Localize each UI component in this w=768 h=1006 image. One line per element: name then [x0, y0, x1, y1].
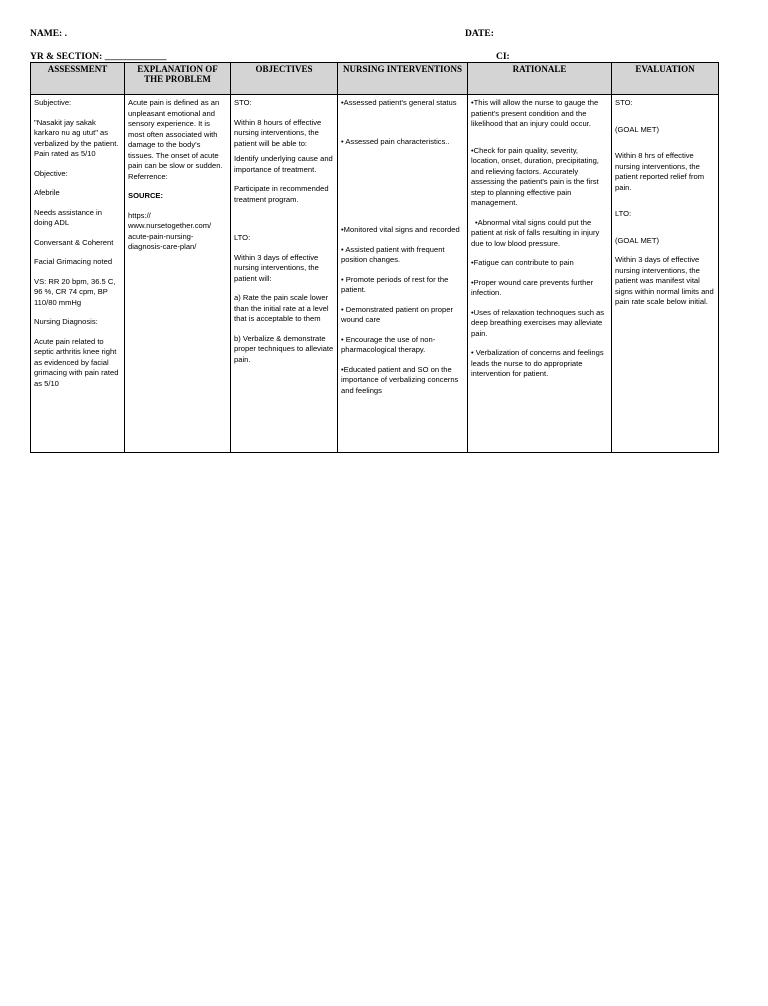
rationale-item: •Fatigue can contribute to pain [471, 258, 574, 267]
objectives-cell [231, 95, 338, 453]
intervention-item: •Monitored vital signs and recorded [341, 225, 460, 234]
objectives-sto-item: Identify underlying cause and importance of treatment. [234, 154, 333, 174]
intervention-item: • Assisted patient with frequent position changes. [341, 244, 445, 264]
intervention-item: • Promote periods of rest for the patient. [341, 274, 449, 294]
assessment-subjective-label: Subjective: [34, 98, 72, 107]
evaluation-sto-text: Within 8 hrs of effective nursing interventions, the patient reported relief from pain. [615, 151, 705, 192]
explanation-text: Acute pain is defined as an unpleasant emotional and sensory experience. It is most often associated with damage to the body's tissues. The onset of acute pain can be slow or sudden. Referrence: [128, 98, 223, 181]
rationale-item: •Uses of relaxation technoques such as deep breathing exercises may alleviate pain. [471, 307, 605, 338]
section-field [30, 52, 166, 62]
nursing-care-plan-table [30, 62, 719, 453]
date-label: DATE: [465, 29, 494, 39]
evaluation-sto-label: STO: [615, 98, 633, 107]
name-field [30, 29, 67, 39]
objectives-lto-item: b) Verbalize & demonstrate proper techniques to alleviate pain. [234, 333, 334, 364]
objectives-sto-intro: Within 8 hours of effective nursing interventions, the patient will be able to: [234, 117, 322, 148]
assessment-patient-quote: "Nasakit jay sakak karkaro nu ag utut" as verbalized by the patient. Pain rated as 5/10 [34, 117, 119, 158]
intervention-item: • Assessed pain characteristics.. [341, 136, 450, 146]
col-header-explanation: EXPLANATION OF THE PROBLEM [125, 63, 231, 95]
rationale-item: •Abnormal vital signs could put the patient at risk of falls resulting in injury due to low blood pressure. [471, 217, 600, 248]
explanation-cell [125, 95, 231, 453]
assessment-objective-label: Objective: [34, 168, 68, 178]
section-label: YR & SECTION: [30, 52, 103, 62]
objectives-lto-label: LTO: [234, 233, 251, 242]
intervention-item: •Educated patient and SO on the importance of verbalizing concerns and feelings [341, 364, 459, 395]
evaluation-lto-status: (GOAL MET) [615, 235, 660, 245]
objectives-lto-intro: Within 3 days of effective nursing interventions, the patient will: [234, 252, 319, 283]
intervention-item: • Encourage the use of non-pharmacological therapy. [341, 334, 436, 354]
ci-label: CI: [496, 52, 510, 62]
table-row [31, 95, 719, 453]
rationale-item: •Check for pain quality, severity, location, onset, duration, precipitating, and relieving factors. Accurately assessing the patient's pain is the first step to planning effective pain management. [471, 145, 599, 207]
rationale-item: • Verbalization of concerns and feelings leads the nurse to do appropriate intervention for patient. [471, 348, 604, 378]
assessment-diagnosis-label: Nursing Diagnosis: [34, 317, 98, 326]
objectives-lto-item: a) Rate the pain scale lower than the initial rate at a level that is acceptable to them [234, 293, 329, 323]
intervention-item: •Assessed patient's general status [341, 98, 457, 107]
rationale-item: •Proper wound care prevents further infection. [471, 277, 594, 297]
evaluation-lto-label: LTO: [615, 209, 632, 218]
source-url: https:// www.nursetogether.com/ acute-pain-nursing-diagnosis-care-plan/ [128, 210, 212, 251]
col-header-rationale: RATIONALE [468, 63, 612, 95]
assessment-afebrile: Afebrile [34, 188, 60, 197]
evaluation-lto-text: Within 3 days of effective nursing interventions, the patient was manifest vital signs within normal limits and pain rate scale below initial. [615, 255, 714, 306]
name-value: . [64, 29, 67, 39]
col-header-objectives: OBJECTIVES [231, 63, 338, 95]
source-label: SOURCE: [128, 191, 164, 200]
col-header-interventions: NURSING INTERVENTIONS [338, 63, 468, 95]
assessment-conversant: Conversant & Coherent [34, 237, 114, 247]
objectives-sto-item: Participate in recommended treatment program. [234, 184, 329, 204]
col-header-evaluation: EVALUATION [612, 63, 719, 95]
name-label: NAME: [30, 29, 63, 39]
rationale-cell [468, 95, 612, 453]
assessment-vital-signs: VS: RR 20 bpm, 36.5 C, 96 %, CR 74 cpm, BP 110/80 mmHg [34, 276, 116, 307]
rationale-item: •This will allow the nurse to gauge the patient's present condition and the likelihood that an injury could occur. [471, 98, 599, 128]
col-header-assessment: ASSESSMENT [31, 63, 125, 95]
section-blank-line: _____________ [104, 52, 167, 62]
interventions-cell [338, 95, 468, 453]
assessment-diagnosis: Acute pain related to septic arthritis knee right as evidenced by facial grimacing with pain rated as 5/10 [34, 336, 119, 388]
assessment-cell [31, 95, 125, 453]
objectives-sto-label: STO: [234, 98, 252, 107]
evaluation-sto-status: (GOAL MET) [615, 124, 660, 134]
header-row [31, 63, 719, 95]
date-field [465, 29, 494, 39]
intervention-item: • Demonstrated patient on proper wound care [341, 304, 453, 324]
ci-field [496, 52, 510, 62]
assessment-grimacing: Facial Grimacing noted [34, 257, 113, 266]
assessment-adl: Needs assistance in doing ADL [34, 207, 102, 227]
evaluation-cell [612, 95, 719, 453]
